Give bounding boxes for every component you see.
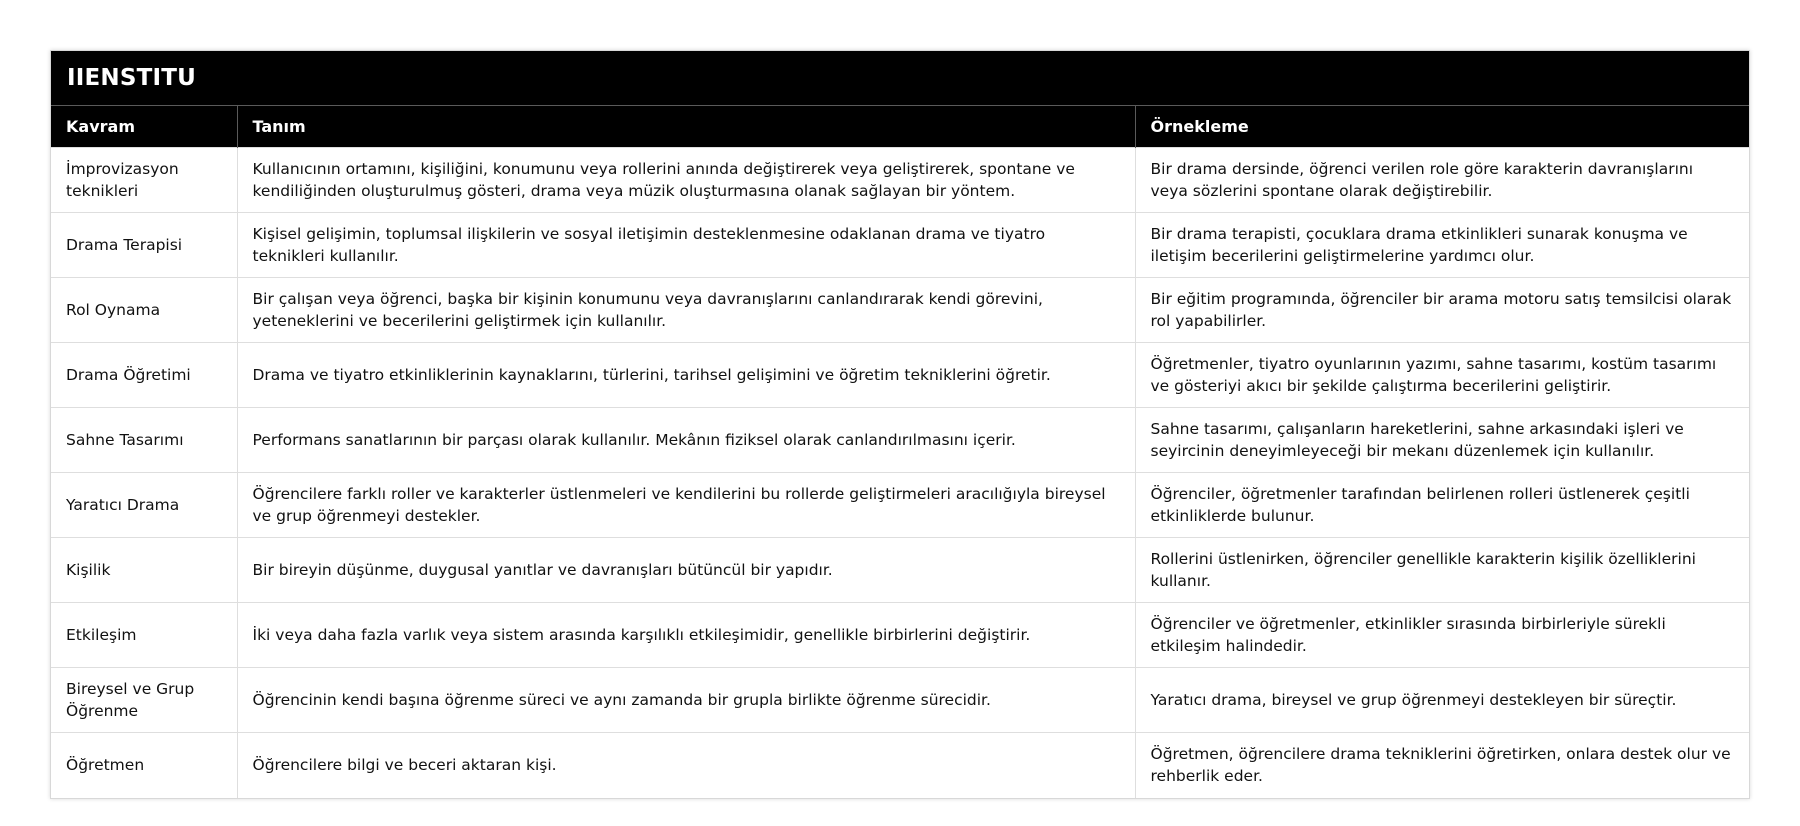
header-ornekleme: Örnekleme	[1135, 106, 1749, 148]
cell-tanim: Bir bireyin düşünme, duygusal yanıtlar ve davranışları bütüncül bir yapıdır.	[237, 538, 1135, 603]
cell-kavram: Rol Oynama	[51, 278, 237, 343]
cell-tanim: Kullanıcının ortamını, kişiliğini, konumunu veya rollerini anında değiştirerek veya geliştirerek, spontane ve kendiliğinden oluşturulmuş gösteri, drama veya müzik oluşturmasına olanak sağlayan bir yöntem.	[237, 148, 1135, 213]
cell-kavram: Etkileşim	[51, 603, 237, 668]
cell-kavram: Drama Öğretimi	[51, 343, 237, 408]
cell-ornekleme: Öğrenciler, öğretmenler tarafından belirlenen rolleri üstlenerek çeşitli etkinliklerde bulunur.	[1135, 473, 1749, 538]
cell-tanim: Öğrencinin kendi başına öğrenme süreci ve aynı zamanda bir grupla birlikte öğrenme sürecidir.	[237, 668, 1135, 733]
concept-table-card	[50, 50, 1750, 799]
cell-tanim: İki veya daha fazla varlık veya sistem arasında karşılıklı etkileşimidir, genellikle birbirlerini değiştirir.	[237, 603, 1135, 668]
cell-tanim: Öğrencilere bilgi ve beceri aktaran kişi.	[237, 733, 1135, 798]
table-row	[51, 278, 1749, 343]
cell-kavram: Yaratıcı Drama	[51, 473, 237, 538]
cell-kavram: Sahne Tasarımı	[51, 408, 237, 473]
cell-ornekleme: Öğretmen, öğrencilere drama tekniklerini öğretirken, onlara destek olur ve rehberlik eder.	[1135, 733, 1749, 798]
cell-tanim: Öğrencilere farklı roller ve karakterler üstlenmeleri ve kendilerini bu rollerde geliştirmeleri aracılığıyla bireysel ve grup öğrenmeyi destekler.	[237, 473, 1135, 538]
cell-kavram: İmprovizasyon teknikleri	[51, 148, 237, 213]
cell-tanim: Kişisel gelişimin, toplumsal ilişkilerin ve sosyal iletişimin desteklenmesine odaklanan drama ve tiyatro teknikleri kullanılır.	[237, 213, 1135, 278]
brand-title: IIENSTITU	[51, 51, 1749, 105]
cell-ornekleme: Bir eğitim programında, öğrenciler bir arama motoru satış temsilcisi olarak rol yapabilirler.	[1135, 278, 1749, 343]
cell-kavram: Kişilik	[51, 538, 237, 603]
table-row	[51, 148, 1749, 213]
table-row	[51, 538, 1749, 603]
cell-ornekleme: Bir drama terapisti, çocuklara drama etkinlikleri sunarak konuşma ve iletişim becerilerini geliştirmelerine yardımcı olur.	[1135, 213, 1749, 278]
cell-kavram: Bireysel ve Grup Öğrenme	[51, 668, 237, 733]
header-tanim: Tanım	[237, 106, 1135, 148]
cell-ornekleme: Rollerini üstlenirken, öğrenciler genellikle karakterin kişilik özelliklerini kullanır.	[1135, 538, 1749, 603]
cell-ornekleme: Yaratıcı drama, bireysel ve grup öğrenmeyi destekleyen bir süreçtir.	[1135, 668, 1749, 733]
cell-kavram: Öğretmen	[51, 733, 237, 798]
cell-ornekleme: Öğretmenler, tiyatro oyunlarının yazımı, sahne tasarımı, kostüm tasarımı ve gösteriyi akıcı bir şekilde çalıştırma becerilerini geliştirir.	[1135, 343, 1749, 408]
table-row	[51, 603, 1749, 668]
header-kavram: Kavram	[51, 106, 237, 148]
cell-tanim: Performans sanatlarının bir parçası olarak kullanılır. Mekânın fiziksel olarak canlandırılmasını içerir.	[237, 408, 1135, 473]
table-header-row	[51, 106, 1749, 148]
cell-kavram: Drama Terapisi	[51, 213, 237, 278]
cell-ornekleme: Sahne tasarımı, çalışanların hareketlerini, sahne arkasındaki işleri ve seyircinin deneyimleyeceği bir mekanı düzenlemek için kullanılır.	[1135, 408, 1749, 473]
table-row	[51, 343, 1749, 408]
cell-tanim: Drama ve tiyatro etkinliklerinin kaynaklarını, türlerini, tarihsel gelişimini ve öğretim tekniklerini öğretir.	[237, 343, 1135, 408]
table-row	[51, 473, 1749, 538]
table-row	[51, 668, 1749, 733]
concept-table	[51, 105, 1749, 798]
table-row	[51, 213, 1749, 278]
cell-ornekleme: Bir drama dersinde, öğrenci verilen role göre karakterin davranışlarını veya sözlerini spontane olarak değiştirebilir.	[1135, 148, 1749, 213]
cell-tanim: Bir çalışan veya öğrenci, başka bir kişinin konumunu veya davranışlarını canlandırarak kendi görevini, yeteneklerini ve becerilerini geliştirmek için kullanılır.	[237, 278, 1135, 343]
cell-ornekleme: Öğrenciler ve öğretmenler, etkinlikler sırasında birbirleriyle sürekli etkileşim halindedir.	[1135, 603, 1749, 668]
table-row	[51, 408, 1749, 473]
table-row	[51, 733, 1749, 798]
